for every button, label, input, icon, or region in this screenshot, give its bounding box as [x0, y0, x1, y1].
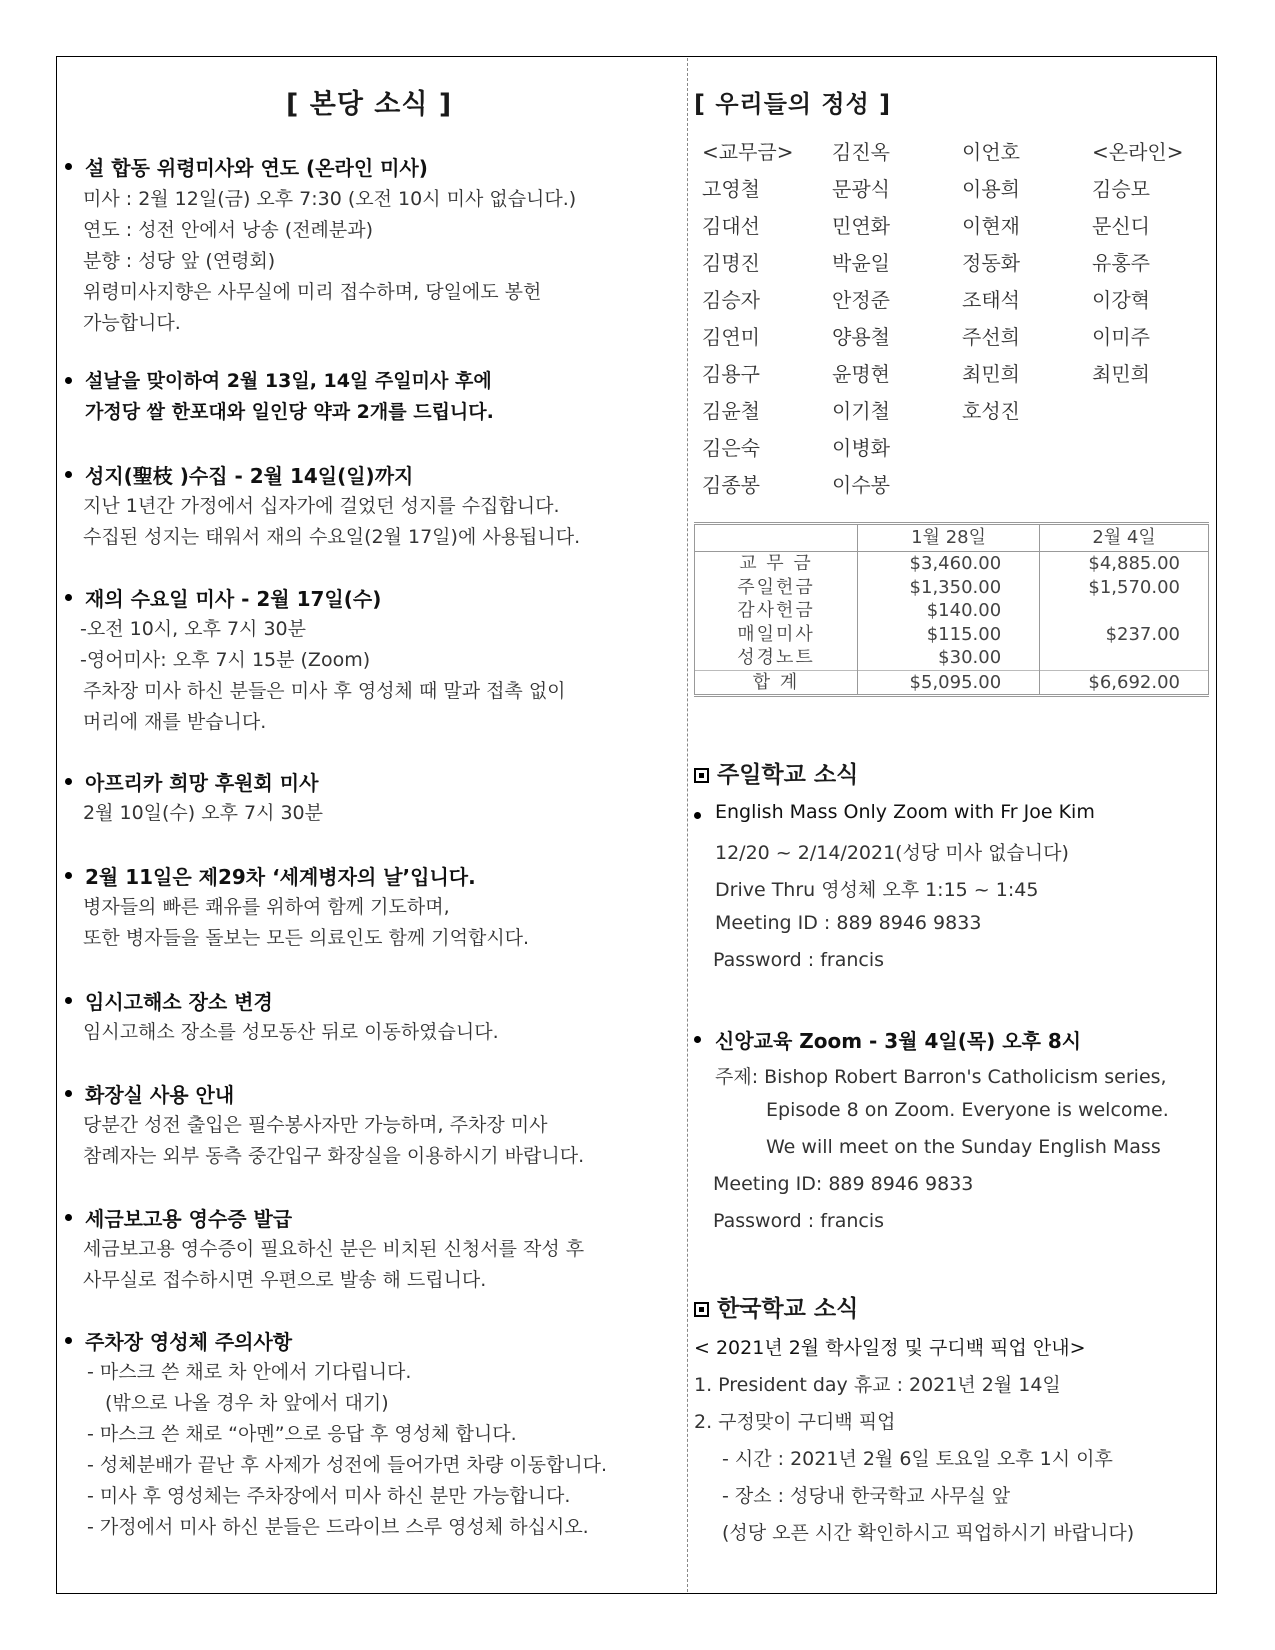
- donor-name: 김종봉: [702, 473, 760, 497]
- item-line: 1. President day 휴교 : 2021년 2월 14일: [694, 1374, 1061, 1396]
- donor-name: 김승모: [1092, 177, 1150, 201]
- row-label: 감사헌금: [695, 599, 858, 623]
- cell-value: $1,350.00: [858, 576, 1040, 600]
- donor-name: 이용희: [962, 177, 1020, 201]
- row-label: 매일미사: [695, 623, 858, 647]
- item-line: - 미사 후 영성체는 주차장에서 미사 하신 분만 가능합니다.: [87, 1485, 571, 1507]
- table-row: [695, 552, 1209, 576]
- item-line: 당분간 성전 출입은 필수봉사자만 가능하며, 주차장 미사: [83, 1114, 548, 1136]
- item-line: 임시고해소 장소를 성모동산 뒤로 이동하였습니다.: [83, 1021, 499, 1043]
- item-heading: 신앙교육 Zoom - 3월 4일(목) 오후 8시: [715, 1029, 1082, 1053]
- cell-value: $237.00: [1040, 623, 1209, 647]
- item-heading: 설날을 맞이하여 2월 13일, 14일 주일미사 후에: [85, 370, 492, 392]
- item-line: 머리에 재를 받습니다.: [83, 711, 267, 733]
- donor-name: 윤명현: [832, 362, 890, 386]
- item-heading: 세금보고용 영수증 발급: [85, 1207, 293, 1231]
- table-header-cell: [695, 524, 858, 552]
- section-title: 주일학교 소식: [717, 762, 859, 788]
- bullet: [65, 1090, 72, 1097]
- item-line: 2. 구정맞이 구디백 픽업: [694, 1411, 896, 1433]
- donor-name: 김진옥: [832, 140, 890, 164]
- donor-name: 호성진: [962, 399, 1020, 423]
- item-heading: 화장실 사용 안내: [85, 1083, 235, 1107]
- item-line: 지난 1년간 가정에서 십자가에 걸었던 성지를 수집합니다.: [83, 495, 560, 517]
- donor-name: 이수봉: [832, 473, 890, 497]
- cell-value: $30.00: [858, 646, 1040, 670]
- donor-name: <온라인>: [1092, 140, 1184, 164]
- cell-value: [1040, 599, 1209, 623]
- cell-value: $140.00: [858, 599, 1040, 623]
- item-line: Meeting ID: 889 8946 9833: [713, 1173, 974, 1195]
- cell-value: $6,692.00: [1040, 670, 1209, 696]
- table-total-row: [695, 670, 1209, 696]
- item-heading: 성지(聖枝 )수집 - 2월 14일(일)까지: [85, 464, 414, 488]
- table-row: [695, 599, 1209, 623]
- square-bullet-icon: [694, 1302, 709, 1317]
- table-header-cell: 2월 4일: [1040, 524, 1209, 552]
- item-line: 연도 : 성전 안에서 낭송 (전례분과): [83, 219, 374, 241]
- item-line: We will meet on the Sunday English Mass: [766, 1136, 1161, 1158]
- cell-value: $3,460.00: [858, 552, 1040, 576]
- column-divider: [687, 58, 688, 1592]
- item-heading: 2월 11일은 제29차 ‘세계병자의 날’입니다.: [85, 865, 476, 889]
- donor-name: 민연화: [832, 214, 890, 238]
- donor-name: 이언호: [962, 140, 1020, 164]
- donor-name: 양용철: [832, 325, 890, 349]
- item-line: -오전 10시, 오후 7시 30분: [80, 618, 306, 640]
- item-line: 사무실로 접수하시면 우편으로 발송 해 드립니다.: [83, 1269, 487, 1291]
- item-line: < 2021년 2월 학사일정 및 구디백 픽업 안내>: [694, 1337, 1086, 1359]
- item-line: (성당 오픈 시간 확인하시고 픽업하시기 바랍니다): [722, 1522, 1135, 1544]
- donor-name: 김은숙: [702, 436, 760, 460]
- donor-name: 정동화: [962, 251, 1020, 275]
- bullet: [694, 812, 701, 819]
- donor-name: 김용구: [702, 362, 760, 386]
- donor-name: 안정준: [832, 288, 890, 312]
- item-heading: 아프리카 희망 후원회 미사: [85, 771, 319, 795]
- section-title: 한국학교 소식: [717, 1296, 859, 1322]
- row-label: 합 계: [695, 670, 858, 696]
- item-line: 또한 병자들을 돌보는 모든 의료인도 함께 기억합시다.: [83, 927, 530, 949]
- donor-name: 김윤철: [702, 399, 760, 423]
- item-line: Meeting ID : 889 8946 9833: [715, 912, 982, 934]
- donor-name: 최민희: [1092, 362, 1150, 386]
- donor-name: 이현재: [962, 214, 1020, 238]
- bullet: [65, 594, 72, 601]
- offering-table: [694, 522, 1209, 697]
- item-heading: 주차장 영성체 주의사항: [85, 1330, 293, 1354]
- cell-value: $115.00: [858, 623, 1040, 647]
- item-line: Drive Thru 영성체 오후 1:15 ~ 1:45: [715, 879, 1039, 901]
- item-line: Password : francis: [713, 949, 885, 971]
- item-line: 병자들의 빠른 쾌유를 위하여 함께 기도하며,: [83, 896, 450, 918]
- bullet: [65, 997, 72, 1004]
- item-line: 세금보고용 영수증이 필요하신 분은 비치된 신청서를 작성 후: [83, 1238, 585, 1260]
- item-line: (밖으로 나올 경우 차 앞에서 대기): [105, 1392, 389, 1414]
- bullet: [65, 1214, 72, 1221]
- item-line: - 가정에서 미사 하신 분들은 드라이브 스루 영성체 하십시오.: [87, 1516, 589, 1538]
- donor-name: 김승자: [702, 288, 760, 312]
- table-row: [695, 576, 1209, 600]
- bullet: [65, 778, 72, 785]
- item-line: - 장소 : 성당내 한국학교 사무실 앞: [722, 1485, 1011, 1507]
- table-header-row: [695, 524, 1209, 552]
- row-label: 성경노트: [695, 646, 858, 670]
- cell-value: [1040, 646, 1209, 670]
- donor-name: 유홍주: [1092, 251, 1150, 275]
- cell-value: $1,570.00: [1040, 576, 1209, 600]
- table-header-cell: 1월 28일: [858, 524, 1040, 552]
- bullet: [65, 163, 72, 170]
- item-line: 미사 : 2월 12일(금) 오후 7:30 (오전 10시 미사 없습니다.): [83, 188, 577, 210]
- square-bullet-icon: [694, 768, 709, 783]
- donor-name: 김연미: [702, 325, 760, 349]
- item-line: 수집된 성지는 태워서 재의 수요일(2월 17일)에 사용됩니다.: [83, 526, 581, 548]
- cell-value: $4,885.00: [1040, 552, 1209, 576]
- item-heading: 재의 수요일 미사 - 2월 17일(수): [85, 587, 382, 611]
- bullet: [65, 377, 72, 384]
- donor-name: 조태석: [962, 288, 1020, 312]
- donor-name: 박윤일: [832, 251, 890, 275]
- item-line: 주제: Bishop Robert Barron's Catholicism series,: [715, 1066, 1167, 1088]
- donor-name: 이강혁: [1092, 288, 1150, 312]
- donor-name: 최민희: [962, 362, 1020, 386]
- item-line: 참례자는 외부 동측 중간입구 화장실을 이용하시기 바랍니다.: [83, 1145, 585, 1167]
- item-line: 분향 : 성당 앞 (연령회): [83, 250, 276, 272]
- item-line: - 마스크 쓴 채로 차 안에서 기다립니다.: [87, 1361, 412, 1383]
- item-line: 위령미사지향은 사무실에 미리 접수하며, 당일에도 봉헌: [83, 281, 542, 303]
- item-line: 12/20 ~ 2/14/2021(성당 미사 없습니다): [715, 842, 1069, 864]
- item-line: Password : francis: [713, 1210, 885, 1232]
- item-heading: 설 합동 위령미사와 연도 (온라인 미사): [85, 156, 428, 180]
- bullet: [694, 1036, 701, 1043]
- item-heading: 임시고해소 장소 변경: [85, 990, 273, 1014]
- table-row: [695, 646, 1209, 670]
- item-line: - 성체분배가 끝난 후 사제가 성전에 들어가면 차량 이동합니다.: [87, 1454, 608, 1476]
- korean-school-heading: [694, 1290, 858, 1323]
- donor-name: <교무금>: [702, 140, 794, 164]
- offerings-title: [ 우리들의 정성 ]: [694, 90, 892, 118]
- sunday-school-heading: [694, 756, 858, 789]
- donor-name: 문광식: [832, 177, 890, 201]
- item-line: 주차장 미사 하신 분들은 미사 후 영성체 때 말과 접촉 없이: [83, 680, 566, 702]
- donor-name: 김명진: [702, 251, 760, 275]
- bullet: [65, 1337, 72, 1344]
- item-heading: English Mass Only Zoom with Fr Joe Kim: [715, 801, 1095, 823]
- item-line: - 마스크 쓴 채로 “아멘”으로 응답 후 영성체 합니다.: [87, 1423, 517, 1445]
- item-line: Episode 8 on Zoom. Everyone is welcome.: [766, 1099, 1169, 1121]
- donor-name: 주선희: [962, 325, 1020, 349]
- item-line: -영어미사: 오후 7시 15분 (Zoom): [80, 649, 371, 671]
- bullet: [65, 471, 72, 478]
- donor-name: 이병화: [832, 436, 890, 460]
- item-line: 가정당 쌀 한포대와 일인당 약과 2개를 드립니다.: [85, 401, 494, 423]
- cell-value: $5,095.00: [858, 670, 1040, 696]
- row-label: 교 무 금: [695, 552, 858, 576]
- item-line: - 시간 : 2021년 2월 6일 토요일 오후 1시 이후: [722, 1448, 1113, 1470]
- row-label: 주일헌금: [695, 576, 858, 600]
- donor-name: 문신디: [1092, 214, 1150, 238]
- donor-name: 이기철: [832, 399, 890, 423]
- item-line: 가능합니다.: [83, 312, 181, 334]
- donor-name: 김대선: [702, 214, 760, 238]
- donor-name: 이미주: [1092, 325, 1150, 349]
- bullet: [65, 872, 72, 879]
- table-row: [695, 623, 1209, 647]
- item-line: 2월 10일(수) 오후 7시 30분: [83, 802, 323, 824]
- donor-name: 고영철: [702, 177, 760, 201]
- parish-news-title: [ 본당 소식 ]: [286, 89, 453, 120]
